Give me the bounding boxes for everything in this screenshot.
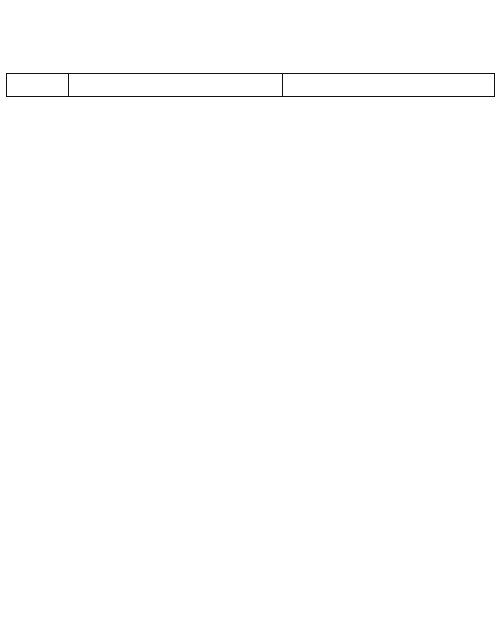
col-header-day <box>7 74 69 97</box>
col-header-morning <box>69 74 283 97</box>
col-header-afternoon <box>283 74 495 97</box>
schedule-table <box>6 73 495 97</box>
